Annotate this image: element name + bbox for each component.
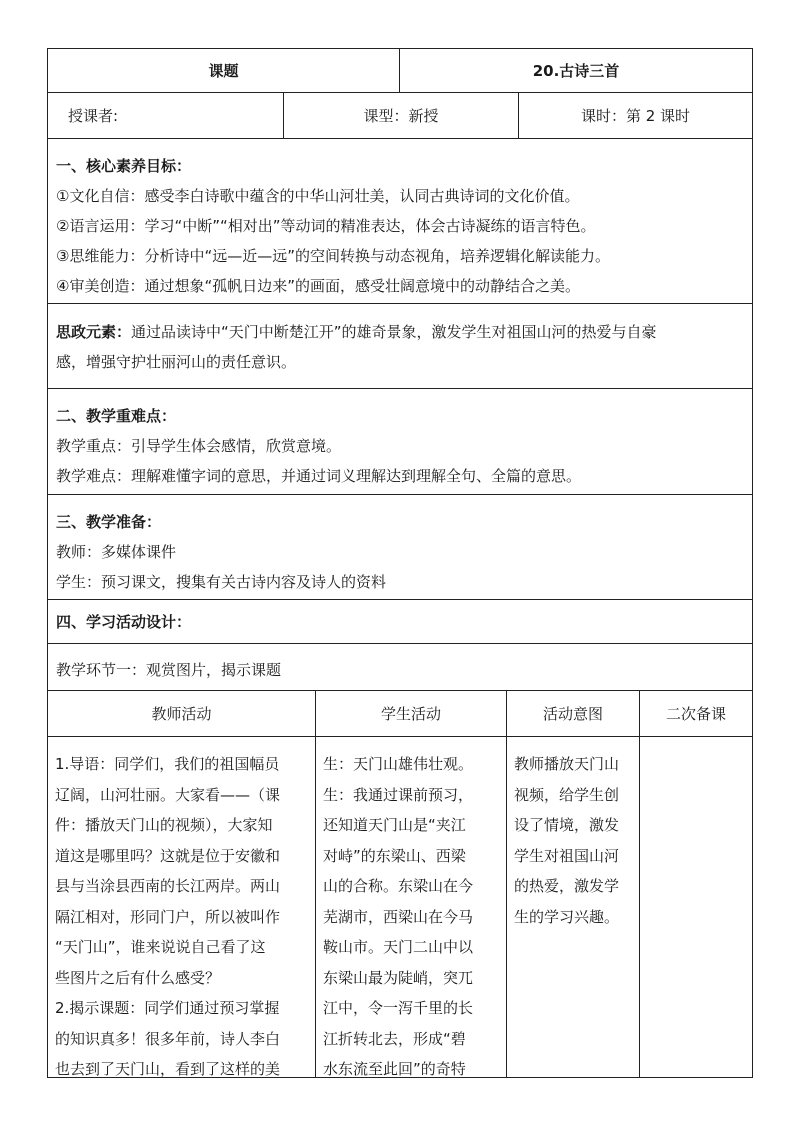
- teacher-activity-line: “天门山”，谁来说说自己看了这: [55, 938, 266, 956]
- goal-item: ①文化自信：感受李白诗歌中蕴含的中华山河壮美，认同古典诗词的文化价值。: [56, 187, 580, 205]
- student-activity-line: 生：我通过课前预习，: [323, 785, 474, 804]
- activity-section-row: [47, 644, 753, 691]
- activity-table-row: [47, 737, 753, 1078]
- student-activity-line: 对峙”的东梁山、西梁: [323, 846, 466, 865]
- student-activity-line: 东梁山最为陡峭，突兀: [323, 968, 474, 987]
- student-activity-line: 水东流至此回”的奇特: [323, 1060, 466, 1077]
- preparation-title: 三、教学准备：: [56, 513, 162, 531]
- ideology-text: 通过品读诗中“天门中断楚江开”的雄奇景象，激发学生对祖国山河的热爱与自豪: [131, 323, 657, 341]
- difficult-point: 教学难点：理解难懂字词的意思，并通过词义理解达到理解全句、全篇的意思。: [56, 467, 582, 485]
- teacher-activity-line: 道这是哪里吗？这就是位于安徽和: [55, 846, 281, 865]
- activity-intent-line: 设了情境，激发: [514, 816, 620, 834]
- topic-value: 20.古诗三首: [399, 49, 752, 92]
- preparation-section: [47, 495, 753, 600]
- teacher-activity-line: 些图片之后有什么感受？: [55, 968, 221, 987]
- student-activity-line: 生：天门山雄伟壮观。: [323, 755, 474, 773]
- activity-intent-line: 的热爱，激发学: [514, 877, 620, 895]
- lesson-plan-document: [47, 48, 753, 1078]
- activities-title: 四、学习活动设计：: [56, 613, 192, 631]
- teacher-activity-line: 的知识真多！很多年前，诗人李白: [55, 1029, 281, 1048]
- teacher-activity-cell: [48, 737, 315, 1077]
- ideology-label: 思政元素：: [56, 323, 132, 341]
- teacher-activity-line: 件：播放天门山的视频），大家知: [55, 816, 273, 834]
- activity-intent-line: 生的学习兴趣。: [514, 907, 620, 926]
- teacher-activity-line: 1.导语：同学们，我们的祖国幅员: [55, 755, 280, 773]
- teacher-activity-line: 也去到了天门山，看到了这样的美: [55, 1060, 281, 1077]
- activity-intent-line: 学生对祖国山河: [514, 846, 620, 865]
- lesson-period: 课时：第 2 课时: [518, 93, 752, 138]
- activity-intent-line: 教师播放天门山: [514, 755, 620, 773]
- column-header-intent: 活动意图: [506, 691, 639, 736]
- activity-intent-line: 视频，给学生创: [514, 785, 620, 804]
- activity-table-header: [47, 691, 753, 737]
- student-activity-line: 还知道天门山是“夹江: [323, 816, 466, 834]
- student-activity-line: 芜湖市，西梁山在今马: [323, 907, 474, 926]
- student-activity-line: 鞍山市。天门二山中以: [323, 938, 474, 956]
- activity-section-name: 教学环节一：观赏图片，揭示课题: [56, 661, 282, 679]
- teacher-activity-line: 辽阔，山河壮丽。大家看——（课: [55, 785, 281, 804]
- second-prep-cell: [639, 737, 752, 1077]
- teacher-label: 授课者:: [68, 107, 119, 125]
- column-header-student: 学生活动: [315, 691, 506, 736]
- student-activity-line: 山的合称。东梁山在今: [323, 877, 474, 895]
- key-points-section: [47, 389, 753, 495]
- column-header-notes: 二次备课: [639, 691, 752, 736]
- ideology-section: [47, 304, 753, 389]
- student-activity-cell: [315, 737, 506, 1077]
- goals-section: [47, 139, 753, 304]
- teacher-activity-line: 隔江相对，形同门户，所以被叫作: [55, 907, 281, 926]
- student-activity-line: 江中，令一泻千里的长: [323, 999, 474, 1017]
- topic-row: [47, 48, 753, 93]
- ideology-text-continued: 感，增强守护壮丽河山的责任意识。: [56, 353, 297, 371]
- key-points-title: 二、教学重难点：: [56, 407, 177, 425]
- student-activity-line: 江折转北去，形成“碧: [323, 1029, 466, 1048]
- teacher-preparation: 教师：多媒体课件: [56, 543, 177, 561]
- goal-item: ②语言运用：学习“中断”“相对出”等动词的精准表达，体会古诗凝练的语言特色。: [56, 217, 596, 235]
- lesson-type: 课型：新授: [283, 93, 518, 138]
- column-header-teacher: 教师活动: [151, 705, 212, 723]
- topic-label: 课题: [208, 62, 239, 80]
- student-preparation: 学生：预习课文，搜集有关古诗内容及诗人的资料: [56, 573, 387, 591]
- lesson-meta-row: [47, 93, 753, 139]
- activities-title-row: [47, 600, 753, 644]
- goals-title: 一、核心素养目标：: [56, 157, 192, 175]
- teacher-activity-line: 2.揭示课题：同学们通过预习掌握: [55, 999, 280, 1017]
- activity-intent-cell: [506, 737, 639, 1077]
- goal-item: ③思维能力：分析诗中“远—近—远”的空间转换与动态视角，培养逻辑化解读能力。: [56, 247, 610, 265]
- key-point: 教学重点：引导学生体会感情，欣赏意境。: [56, 437, 342, 455]
- teacher-activity-line: 县与当涂县西南的长江两岸。两山: [55, 877, 281, 895]
- goal-item: ④审美创造：通过想象“孤帆日边来”的画面，感受壮阔意境中的动静结合之美。: [56, 277, 580, 295]
